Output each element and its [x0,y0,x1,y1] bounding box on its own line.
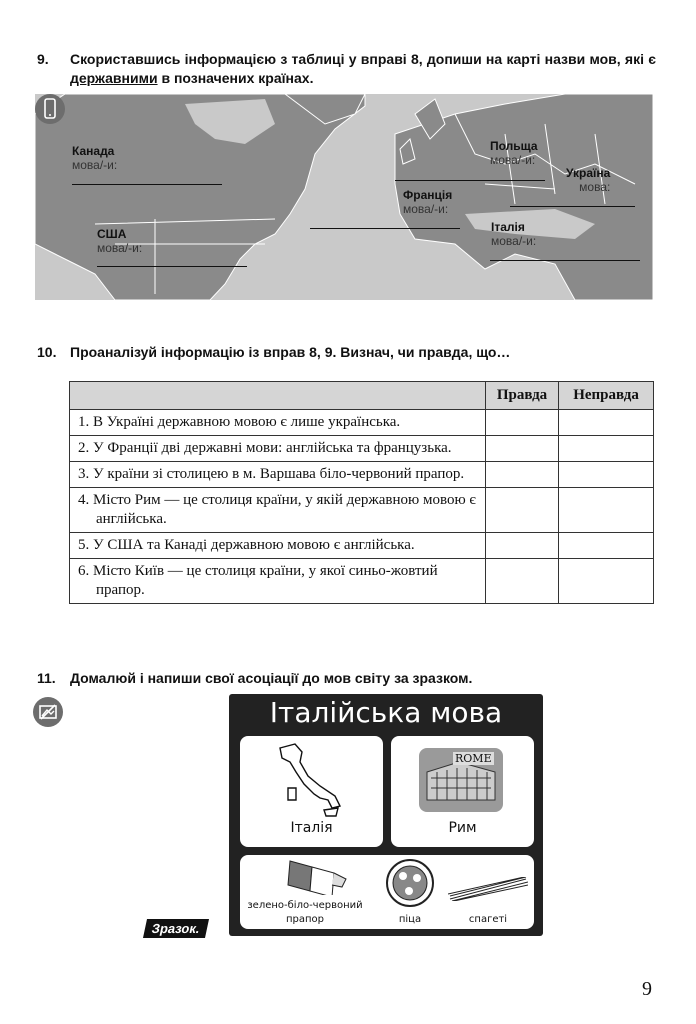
header-true: Правда [486,382,559,410]
true-false-table [69,381,654,604]
answer-line-usa[interactable] [97,266,247,267]
label-italy: Італія мова/-и: [491,220,537,248]
answer-line-canada[interactable] [72,184,222,185]
table-row: 2. У Франції дві державні мови: англійська та французька. [70,436,654,462]
label-france: Франція мова/-и: [403,188,453,216]
exercise-number: 9. [37,51,49,67]
world-map [35,94,653,300]
true-cell[interactable] [486,559,559,604]
false-cell[interactable] [559,533,654,559]
label-canada: Канада мова/-и: [72,144,118,172]
table-row: 5. У США та Канаді державною мовою є англійська. [70,533,654,559]
underlined-word: державними [70,70,158,86]
answer-line-poland[interactable] [395,180,545,181]
table-row: 6. Місто Київ — це столиця країни, у якої синьо-жовтий прапор. [70,559,654,604]
exercise-number: 11. [37,670,56,686]
false-cell[interactable] [559,559,654,604]
false-cell[interactable] [559,488,654,533]
exercise-text: Проаналізуй інформацію із вправ 8, 9. Визнач, чи правда, що… [70,344,511,360]
spaghetti-icon [448,877,528,901]
false-cell[interactable] [559,436,654,462]
spaghetti-caption: спагеті [468,914,508,925]
flag-caption: зелено-біло-червоний прапор [247,900,363,925]
table-row: 3. У країни зі столицею в м. Варшава біло-червоний прапор. [70,462,654,488]
true-cell[interactable] [486,462,559,488]
pizza-icon [385,858,435,908]
header-false: Неправда [559,382,654,410]
exercise-text: Скориставшись інформацією з таблиці у вправі 8, допиши на карті назви мов, які є державними в позначених країнах. [70,51,656,86]
association-card [229,694,543,936]
sample-tag: Зразок. [143,919,209,938]
answer-line-ukraine[interactable] [510,206,635,207]
answer-line-italy[interactable] [490,260,640,261]
colosseum-icon [419,748,503,812]
card-title: Італійська мова [269,696,503,729]
label-poland: Польща мова/-и: [490,139,538,167]
pizza-caption: піца [398,914,422,925]
true-cell[interactable] [486,410,559,436]
associations-box [240,855,534,929]
true-cell[interactable] [486,436,559,462]
table-row: 1. В Україні державною мовою є лише українська. [70,410,654,436]
italy-box [240,736,383,847]
rome-box [391,736,534,847]
true-cell[interactable] [486,533,559,559]
exercise-number: 10. [37,344,57,360]
answer-line-france[interactable] [310,228,460,229]
false-cell[interactable] [559,462,654,488]
page-number: 9 [642,978,652,1000]
italy-caption: Італія [290,820,333,836]
false-cell[interactable] [559,410,654,436]
exercise-text: Домалюй і напиши свої асоціації до мов світу за зразком. [70,670,473,686]
italy-map-icon [240,736,383,826]
rome-caption: Рим [448,820,477,836]
map-shapes [35,94,653,300]
table-row: 4. Місто Рим — це столиця країни, у якій державною мовою є англійська. [70,488,654,533]
smartphone-icon [35,94,65,124]
italian-flag-icon [280,857,350,895]
rome-sign: ROME [455,752,492,765]
label-usa: США мова/-и: [97,227,143,255]
table-header-row [70,382,654,410]
paint-icon [33,697,63,727]
label-ukraine: Україна мова: [566,166,611,194]
true-cell[interactable] [486,488,559,533]
